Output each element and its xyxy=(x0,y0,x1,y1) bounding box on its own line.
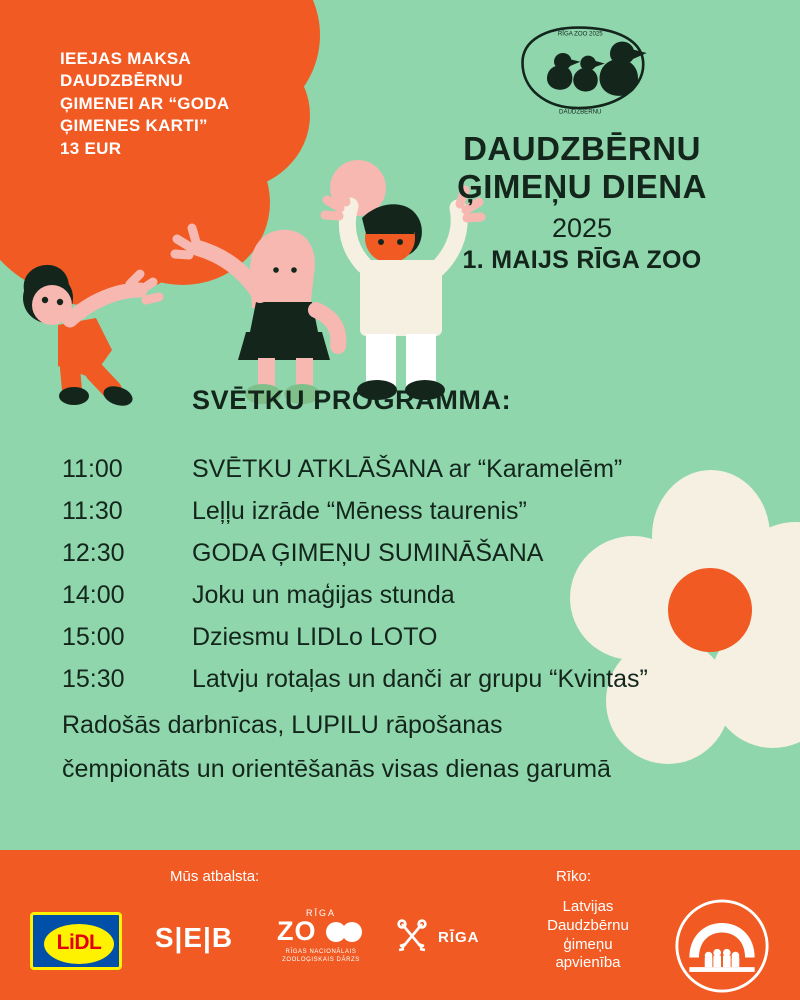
schedule-event: SVĒTKU ATKLĀŠANA ar “Karamelēm” xyxy=(192,455,623,483)
seb-logo: S|E|B xyxy=(154,922,234,953)
admission-line-2: DAUDZBĒRNU xyxy=(60,71,183,91)
riga-keys-icon xyxy=(396,918,430,956)
organiser-name-line-4: apvienība xyxy=(555,954,621,972)
schedule-event: GODA ĢIMEŅU SUMINĀŠANA xyxy=(192,539,544,567)
poster-date-location: 1. MAIJS RĪGA ZOO xyxy=(462,246,702,275)
schedule-time: 12:30 xyxy=(62,539,125,567)
svg-text:RĪGA ZOO 2025: RĪGA ZOO 2025 xyxy=(557,30,603,38)
poster-title-line-1: DAUDZBĒRNU xyxy=(463,130,701,167)
riga-zoo-logo xyxy=(266,908,376,965)
schedule-row xyxy=(62,665,762,694)
schedule-time: 14:00 xyxy=(62,581,125,609)
girl-figure-middle xyxy=(175,228,338,404)
riga-zoo-logo-subtitle: RĪGAS NACIONĀLAIS ZOOLOĢISKAIS DĀRZS xyxy=(282,949,360,963)
admission-line-5: 13 EUR xyxy=(60,138,122,158)
lidl-logo xyxy=(30,912,122,970)
poster-title-line-2: ĢIMEŅU DIENA xyxy=(457,167,707,205)
admission-line-1: IEEJAS MAKSA xyxy=(60,49,192,68)
schedule-time: 11:30 xyxy=(62,497,123,525)
organiser-name-line-3: ģimeņu xyxy=(563,935,613,953)
organiser-emblem xyxy=(674,898,770,994)
schedule-row xyxy=(62,581,762,610)
programme-schedule xyxy=(62,455,762,788)
organiser-name-line-2: Daudzbērnu xyxy=(547,916,629,934)
lidl-logo-text: LiDL xyxy=(56,931,102,954)
organiser-name xyxy=(508,898,668,973)
schedule-time: 11:00 xyxy=(62,455,123,483)
riga-zoo-duck-logo xyxy=(512,24,652,116)
schedule-time: 15:30 xyxy=(62,665,125,693)
support-label: Mūs atbalsta: xyxy=(170,868,260,885)
programme-note-line-1: Radošās darbnīcas, LUPILU rāpošanas xyxy=(62,711,503,739)
schedule-row xyxy=(62,623,762,652)
admission-line-4: ĢIMENES KARTI” xyxy=(60,116,208,136)
poster-year: 2025 xyxy=(551,213,613,244)
admission-price-text xyxy=(60,48,290,160)
schedule-event: Leļļu izrāde “Mēness taurenis” xyxy=(192,497,527,525)
child-figure-left xyxy=(23,265,159,409)
schedule-event: Latvju rotaļas un danči ar grupu “Kvintas” xyxy=(192,665,648,693)
svg-text:DAUDZBĒRNU: DAUDZBĒRNU xyxy=(559,108,602,116)
organiser-label: Rīko: xyxy=(556,868,592,885)
schedule-row xyxy=(62,455,762,484)
riga-city-logo-text: RĪGA xyxy=(438,928,480,946)
riga-zoo-logo-word: ZO xyxy=(266,918,376,945)
schedule-time: 15:00 xyxy=(62,623,125,651)
admission-line-3: ĢIMENEI AR “GODA xyxy=(60,93,230,113)
organiser-name-line-1: Latvijas xyxy=(562,898,614,915)
programme-heading: SVĒTKU PROGRAMMA: xyxy=(192,385,512,415)
programme-note-line-2: čempionāts un orientēšanās visas dienas garumā xyxy=(62,755,611,784)
poster-header xyxy=(392,24,772,275)
poster-footer xyxy=(0,850,800,1000)
schedule-event: Dziesmu LIDLo LOTO xyxy=(192,623,438,651)
riga-zoo-logo-top: RĪGA xyxy=(305,908,336,918)
riga-city-logo xyxy=(396,918,506,956)
schedule-row xyxy=(62,539,762,568)
schedule-row xyxy=(62,497,762,526)
schedule-event: Joku un maģijas stunda xyxy=(192,581,455,609)
